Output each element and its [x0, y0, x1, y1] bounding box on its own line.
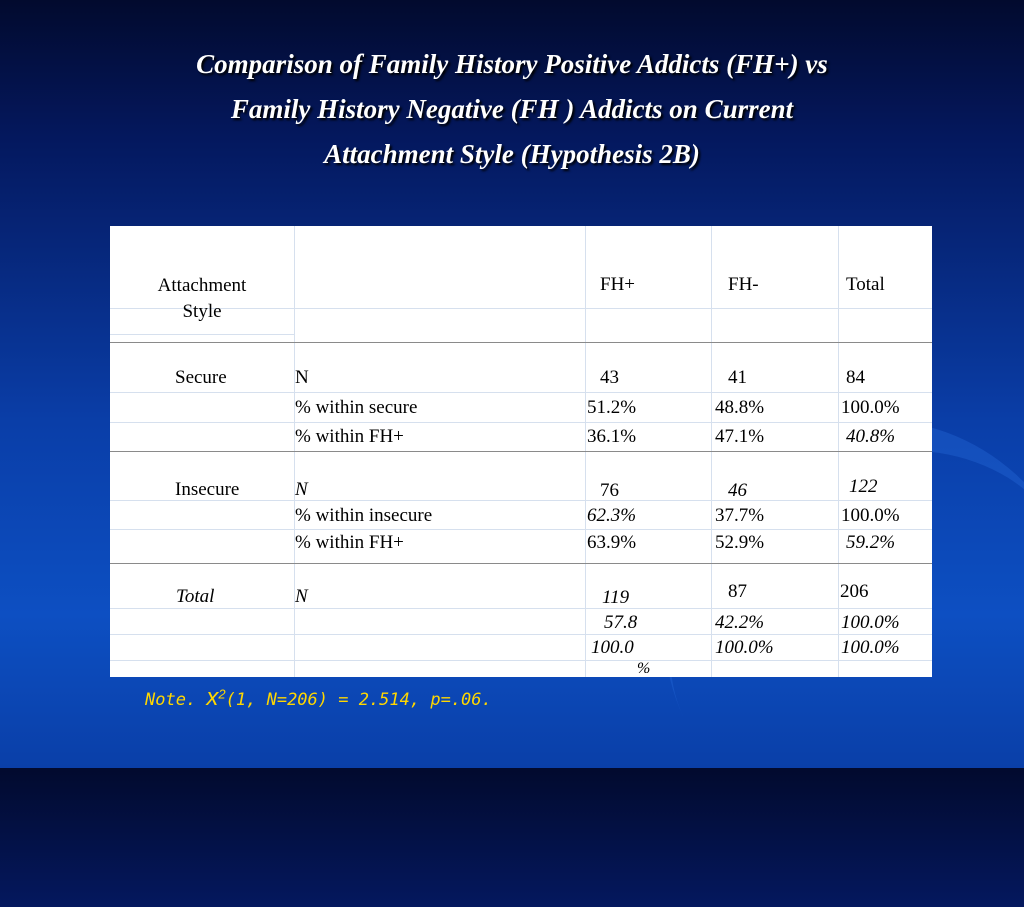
cell-value: 52.9% — [715, 532, 765, 553]
stat-label: % within insecure — [295, 505, 433, 526]
row-label-insecure: Insecure — [175, 479, 240, 500]
cell-value: 63.9% — [587, 532, 637, 553]
stat-label: N — [295, 586, 308, 607]
cell-value: 100.0 — [591, 637, 634, 658]
chi-symbol: x — [206, 684, 219, 711]
row-divider — [110, 529, 932, 530]
slide-title — [60, 42, 964, 177]
row-divider — [110, 334, 294, 335]
cell-value: 100.0% — [841, 637, 900, 658]
cell-value: 41 — [728, 367, 747, 388]
stat-label: N — [295, 479, 308, 500]
crosstab-table — [110, 226, 932, 677]
cell-value: 62.3% — [587, 505, 637, 526]
row-divider — [110, 634, 932, 635]
title-line-1: Comparison of Family History Positive Addicts (FH+) vs — [196, 49, 828, 79]
cell-value: 43 — [600, 367, 619, 388]
group-divider — [110, 563, 932, 564]
cell-value: 51.2% — [587, 397, 637, 418]
cell-value: 59.2% — [846, 532, 896, 553]
cell-value: 48.8% — [715, 397, 765, 418]
header-attachment-style: Attachment Style — [157, 275, 247, 322]
row-label-total: Total — [176, 586, 215, 607]
stat-label: % within FH+ — [295, 426, 404, 447]
row-label-secure: Secure — [175, 367, 227, 388]
statistical-note — [145, 684, 492, 712]
cell-value: % — [637, 660, 651, 677]
cell-value: 37.7% — [715, 505, 765, 526]
cell-value: 119 — [602, 587, 630, 608]
cell-value: 87 — [728, 581, 747, 602]
note-prefix: Note. — [145, 690, 207, 710]
cell-value: 84 — [846, 367, 865, 388]
cell-value: 100.0% — [841, 612, 900, 633]
cell-value: 100.0% — [841, 397, 900, 418]
cell-value: 100.0% — [715, 637, 774, 658]
header-fh-positive: FH+ — [600, 274, 636, 295]
row-divider — [110, 392, 932, 393]
note-stat: (1, N=206) = 2.514, p=.06. — [225, 690, 492, 710]
cell-value: 36.1% — [587, 426, 637, 447]
row-divider — [110, 608, 932, 609]
group-divider — [110, 342, 932, 343]
cell-value: 122 — [849, 476, 878, 497]
row-divider — [110, 660, 932, 661]
cell-value: 40.8% — [846, 426, 896, 447]
title-line-2: Family History Negative (FH ) Addicts on Current — [230, 94, 794, 124]
header-fh-negative: FH- — [728, 274, 759, 295]
cell-value: 76 — [600, 480, 619, 501]
row-divider — [110, 422, 932, 423]
cell-value: 100.0% — [841, 505, 900, 526]
stat-label: % within FH+ — [295, 532, 404, 553]
title-line-3: Attachment Style (Hypothesis 2B) — [324, 139, 700, 169]
cell-value: 57.8 — [604, 612, 638, 633]
stat-label: N — [295, 367, 309, 388]
chi-superscript: 2 — [218, 686, 226, 702]
stat-label: % within secure — [295, 397, 418, 418]
header-total: Total — [846, 274, 885, 295]
cell-value: 42.2% — [715, 612, 765, 633]
cell-value: 206 — [840, 581, 869, 602]
group-divider — [110, 451, 932, 452]
cell-value: 46 — [728, 480, 747, 501]
cell-value: 47.1% — [715, 426, 765, 447]
